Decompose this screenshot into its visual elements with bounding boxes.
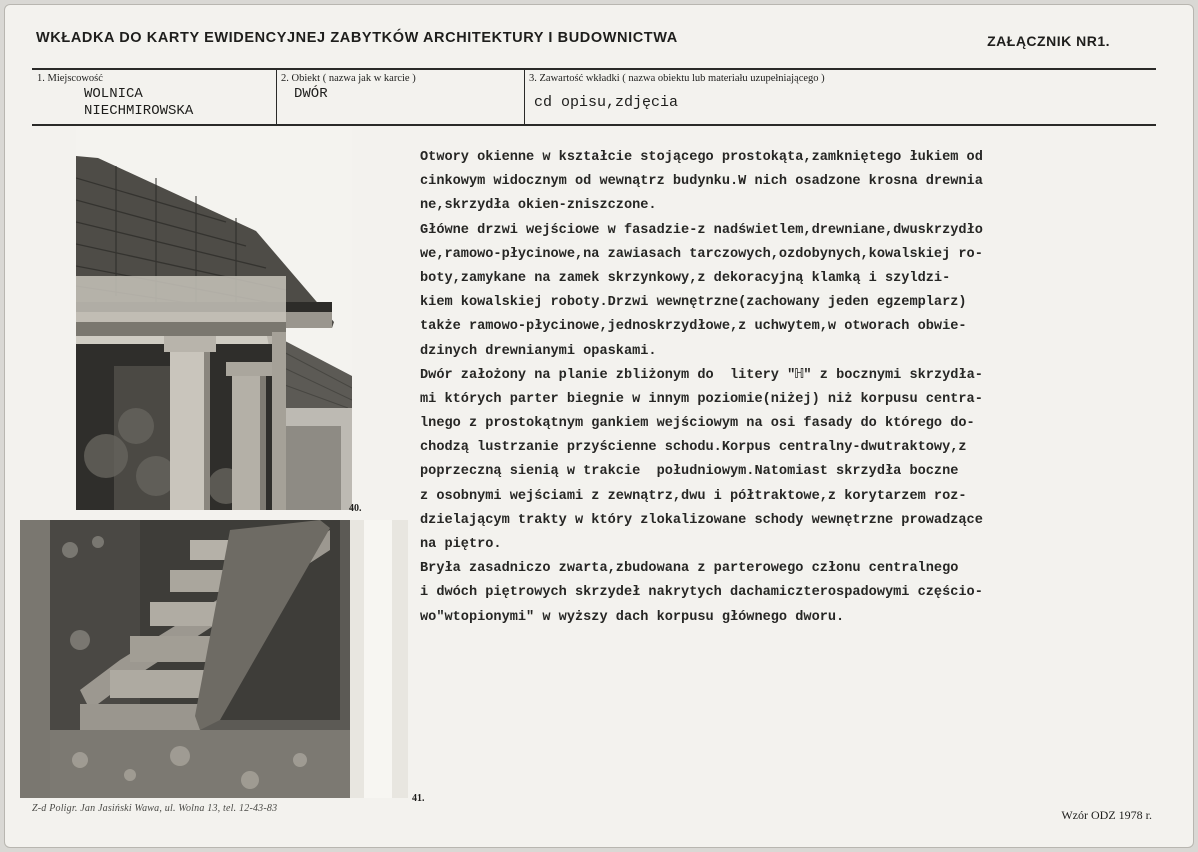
text-line: Otwory okienne w kształcie stojącego prostokąta,zamkniętego łukiem od — [420, 150, 983, 165]
field-number: 1. — [37, 73, 45, 84]
field-contents — [524, 70, 1156, 124]
form-title: WKŁADKA DO KARTY EWIDENCYJNEJ ZABYTKÓW ARCHITEKTURY I BUDOWNICTWA — [36, 30, 678, 46]
photo-staircase — [20, 520, 408, 798]
text-line: mi których parter biegnie w innym poziomie(niżej) niż korpusu centra- — [420, 391, 983, 407]
text-line: wo"wtopionymi" w wyższy dach korpusu głównego dworu. — [420, 609, 845, 625]
annex-number: ZAŁĄCZNIK NR1. — [987, 33, 1110, 49]
field-label: Obiekt ( nazwa jak w karcie ) — [291, 73, 416, 84]
text-line: kiem kowalskiej roboty.Drzwi wewnętrzne(zachowany jeden egzemplarz) — [420, 295, 967, 311]
description-text — [420, 146, 1120, 630]
photo-number-40: 40. — [349, 503, 362, 514]
text-line: Główne drzwi wejściowe w fasadzie-z nadświetlem,drewniane,dwuskrzydło — [420, 222, 983, 238]
field-label: Miejscowość — [47, 73, 103, 84]
contents-value: cd opisu,zdjęcia — [534, 94, 679, 111]
text-line: i dwóch piętrowych skrzydeł nakrytych dachamiczterospadowymi częścio- — [420, 585, 983, 601]
text-line: cinkowym widocznym od wewnątrz budynku.W nich osadzone krosna drewnia — [420, 174, 983, 190]
field-label: Zawartość wkładki ( nazwa obiektu lub materiału uzupełniającego ) — [539, 73, 825, 84]
fields-row — [32, 68, 1156, 126]
photo-number-41: 41. — [412, 793, 425, 804]
form-pattern: Wzór ODZ 1978 r. — [1061, 808, 1152, 822]
text-line: także ramowo-płycinowe,jednoskrzydłowe,z uchwytem,w otworach obwie- — [420, 319, 967, 335]
text-line: z osobnymi wejściami z zewnątrz,dwu i półtraktowe,z korytarzem roz- — [420, 488, 967, 504]
text-line: na piętro. — [420, 537, 502, 552]
field-object — [276, 70, 525, 124]
field-number: 3. — [529, 73, 537, 84]
portico-photo-image — [76, 126, 352, 510]
text-line: we,ramowo-płycinowe,na zawiasach tarczowych,ozdobynych,kowalskiej ro- — [420, 246, 983, 262]
text-line: lnego z prostokątnym gankiem wejściowym na osi fasady do którego do- — [420, 416, 975, 432]
text-line: poprzeczną sienią w trakcie południowym.Natomiast skrzydła boczne — [420, 464, 959, 480]
photo-portico — [76, 126, 352, 510]
object-value: DWÓR — [294, 86, 328, 102]
text-line: Bryła zasadniczo zwarta,zbudowana z parterowego członu centralnego — [420, 561, 959, 577]
printer-imprint: Z-d Poligr. Jan Jasiński Wawa, ul. Wolna 13, tel. 12-43-83 — [32, 803, 278, 814]
field-locality — [32, 70, 277, 124]
text-line: ne,skrzydła okien-zniszczone. — [420, 198, 657, 214]
locality-value: WOLNICA NIECHMIROWSKA — [84, 86, 194, 119]
text-line: dzielającym trakty w który zlokalizowane schody wewnętrzne prowadzące — [420, 512, 983, 528]
text-line: boty,zamykane na zamek skrzynkowy,z dekoracyjną klamką i szyldzi- — [420, 270, 951, 286]
text-line: chodzą lustrzanie przyścienne schodu.Korpus centralny-dwutraktowy,z — [420, 440, 967, 456]
text-line: Dwór założony na planie zbliżonym do litery "ℍ" z bocznymi skrzydła- — [420, 367, 983, 383]
text-line: dzinych drewnianymi opaskami. — [420, 343, 657, 359]
field-number: 2. — [281, 73, 289, 84]
staircase-photo-image — [20, 520, 408, 798]
